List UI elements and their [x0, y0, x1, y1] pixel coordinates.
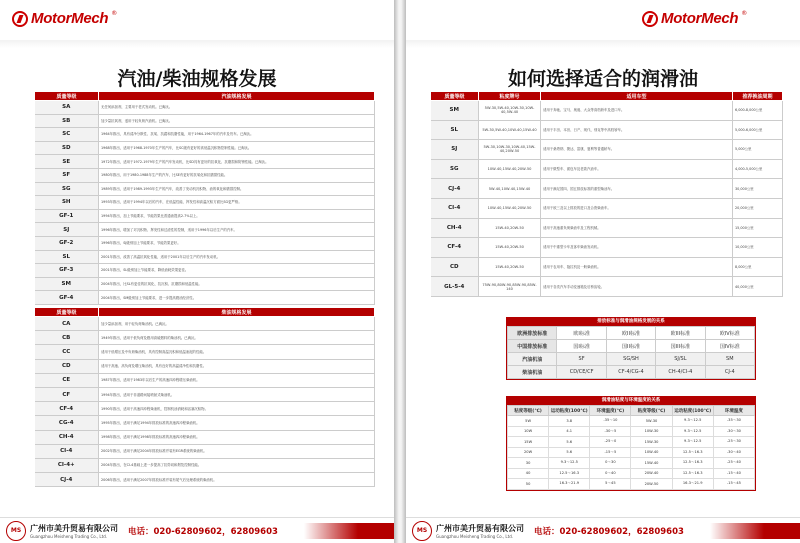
- vehicle-cell: 适用于各类汽车手动变速箱及后桥齿轮。: [541, 277, 733, 297]
- table-row: [35, 277, 375, 291]
- viscosity-cell: 10W-40,15W-40,20W-50: [479, 159, 541, 179]
- page-footer: [0, 517, 394, 543]
- description-cell: 2001年推出，改善了高温抗氧化性能，适用于2001年以后生产的汽车发动机。: [99, 250, 375, 264]
- temperature-cell: 12.5～16.3: [549, 468, 590, 479]
- header-band: [406, 40, 800, 48]
- description-cell: 2006年推出，适用于满足2007年排放标准并装有尾气后处理系统的柴油机。: [99, 473, 375, 487]
- period-cell: 30,000公里: [733, 179, 783, 199]
- grade-cell: GL-5-4: [431, 277, 479, 297]
- period-cell: 4,000-5,000公里: [733, 159, 783, 179]
- row-header-cell: 柴油机油: [508, 366, 557, 379]
- grade-cell: SF: [35, 168, 99, 182]
- temperature-cell: 10W-30: [631, 426, 672, 437]
- vehicle-cell: 适用于奔驰、宝马、奥迪、大众等高档轿车及进口车。: [541, 101, 733, 121]
- temperature-cell: -15～5: [590, 447, 631, 458]
- grade-cell: SJ: [35, 223, 99, 237]
- standard-cell: SF: [557, 353, 606, 366]
- table-row: [35, 359, 375, 373]
- emission-standard-table: [507, 326, 755, 379]
- temperature-cell: 12.5～16.3: [672, 447, 713, 458]
- description-cell: 2004年推出，SM级别加上节能要求，进一步提高燃油经济性。: [99, 291, 375, 305]
- vehicle-cell: 适用于欧三及以上排放的进口及合资柴油车。: [541, 198, 733, 218]
- temperature-cell: -15～40: [713, 468, 754, 479]
- description-cell: 1972年推出，适用于1972-1979年生产的汽车发动机，比SD具有更好的抗氧化、抗磨损和防锈性能。已淘汰。: [99, 155, 375, 169]
- temperature-cell: -25～40: [713, 458, 754, 469]
- viscosity-cell: 15W-40,20W-50: [479, 257, 541, 277]
- grade-cell: SL: [431, 120, 479, 140]
- vehicle-cell: 适用于桑塔纳、捷达、富康、夏利等普通轿车。: [541, 140, 733, 160]
- brand-wordmark: MotorMech: [661, 10, 739, 27]
- description-cell: 适用于低增压及中负荷柴油机，具有控制高温沉积和低温油泥的性能。: [99, 345, 375, 359]
- temperature-cell: 9.3～12.5: [672, 416, 713, 427]
- temperature-cell: 0～40: [590, 468, 631, 479]
- description-cell: 1968年推出，适用于1968-1970年生产的汽车，比SC级有更好的高低温沉积物控制性能。已淘汰。: [99, 141, 375, 155]
- footer-accent-bar: [304, 523, 394, 539]
- table-row: [508, 426, 755, 437]
- temperature-cell: 4.1: [549, 426, 590, 437]
- table-row: [35, 402, 375, 416]
- oil-selection-table: [430, 91, 783, 297]
- table-row: [35, 209, 375, 223]
- standard-cell: 国I标准: [557, 340, 606, 353]
- grade-cell: CJ-4: [431, 179, 479, 199]
- description-cell: 加少量添加剂，用于轻负荷柴油机。已淘汰。: [99, 317, 375, 331]
- description-cell: 1987年推出，适用于1983年以后生产的高速四冲程增压柴油机。: [99, 373, 375, 387]
- standard-cell: CD/CE/CF: [557, 366, 606, 379]
- column-header-grade: 质量等级: [431, 92, 479, 101]
- registered-mark: ®: [111, 10, 118, 17]
- phone-number: 电话：020-62809602，62809603: [128, 526, 278, 537]
- temperature-cell: 9.3～12.5: [672, 437, 713, 448]
- table-row: [35, 430, 375, 444]
- row-header-cell: 欧洲排放标准: [508, 327, 557, 340]
- grade-cell: CD: [35, 359, 99, 373]
- temperature-cell: 9.3～12.5: [672, 426, 713, 437]
- temperature-cell: 5W-30: [631, 416, 672, 427]
- temperature-cell: 0～30: [590, 458, 631, 469]
- table-row: [35, 223, 375, 237]
- standard-cell: CJ-4: [705, 366, 754, 379]
- viscosity-cell: 5W-30,10W-30,10W-40,15W-40,20W-50: [479, 140, 541, 160]
- standard-cell: SG/SH: [606, 353, 655, 366]
- grade-cell: SD: [35, 141, 99, 155]
- description-cell: 2002年推出，适用于满足2004年排放标准并装有EGR系统的柴油机。: [99, 444, 375, 458]
- table-row: [35, 114, 375, 128]
- right-page: [406, 0, 800, 543]
- grade-cell: SA: [35, 101, 99, 115]
- grade-cell: CG-4: [35, 416, 99, 430]
- company-name: [436, 523, 524, 539]
- period-cell: 15,000公里: [733, 218, 783, 238]
- brand-wordmark: MotorMech: [31, 10, 109, 27]
- description-cell: 1996年推出，SJ级别加上节能要求，节能效果更好。: [99, 236, 375, 250]
- table-row: [508, 479, 755, 490]
- registered-mark: ®: [741, 10, 748, 17]
- table-row: [508, 437, 755, 448]
- viscosity-cell: 5W-30,5W-40,10W-30,10W-40,5W-40: [479, 101, 541, 121]
- viscosity-cell: 5W-40,10W-40,15W-40: [479, 179, 541, 199]
- standard-cell: 欧IV标准: [705, 327, 754, 340]
- table-row: [35, 155, 375, 169]
- description-cell: 1998年推出，适用于满足1998年排放标准的高速四冲程柴油机。: [99, 430, 375, 444]
- grade-cell: CJ-4: [35, 473, 99, 487]
- grade-cell: SG: [35, 182, 99, 196]
- table-row: [431, 238, 783, 258]
- grade-cell: SH: [35, 196, 99, 210]
- description-cell: 1964年推出，具有清净分散性、抗氧、抗腐和抗磨性能，用于1964-1967年的汽车及货车。已淘汰。: [99, 128, 375, 142]
- viscosity-cell: 75W-90,80W-90,85W-90,85W-140: [479, 277, 541, 297]
- grade-cell: CI-4+: [35, 458, 99, 472]
- description-cell: 适用于高速、高负荷及增压柴油机，具有良好的高温清净性和抗磨性。: [99, 359, 375, 373]
- viscosity-cell: 15W-40,20W-50: [479, 238, 541, 258]
- description-cell: 1996年推出，增加了对沉积物、挥发性和过滤性的控制，适用于1996年以后生产的汽车。: [99, 223, 375, 237]
- temperature-cell: 5.6: [549, 447, 590, 458]
- column-header: 运动粘度(100℃): [549, 406, 590, 416]
- grade-cell: SJ: [431, 140, 479, 160]
- grade-cell: CA: [35, 317, 99, 331]
- table-row: [508, 366, 755, 379]
- table-row: [35, 458, 375, 472]
- temperature-cell: 15W-30: [631, 437, 672, 448]
- temperature-cell: 50: [508, 479, 549, 490]
- company-name-en: Guangzhou Meisheng Trading Co., Ltd.: [436, 533, 514, 539]
- standard-cell: SM: [705, 353, 754, 366]
- column-header: 运动粘度(100℃): [672, 406, 713, 416]
- temperature-cell: 12.5～16.3: [672, 458, 713, 469]
- description-cell: 1993年推出，适用于1994年以后的汽车，在低温性能、挥发性和高温沉积方面比SG更严格。: [99, 196, 375, 210]
- table-row: [35, 128, 375, 142]
- grade-cell: CF-4: [431, 238, 479, 258]
- page-title: 如何选择适合的润滑油: [507, 68, 698, 90]
- table-row: [35, 196, 375, 210]
- standard-cell: SJ/SL: [656, 353, 705, 366]
- column-header: 环境温度: [713, 406, 754, 416]
- column-header-grade: 质量等级: [35, 308, 99, 317]
- standard-cell: 国II标准: [606, 340, 655, 353]
- header-band: [0, 40, 394, 48]
- description-cell: 2004年推出，在CI-4基础上进一步提高了抗剪切和烟炱控制性能。: [99, 458, 375, 472]
- emission-standard-title: 排放标准与润滑油规格发展的关系: [507, 318, 755, 326]
- table-row: [35, 416, 375, 430]
- column-header-desc: 柴油规格发展: [99, 308, 375, 317]
- table-row: [35, 373, 375, 387]
- temperature-cell: -15～45: [713, 479, 754, 490]
- description-cell: 加少量抗氧剂，适用于轻负荷汽油机。已淘汰。: [99, 114, 375, 128]
- company-name-cn: 广州市美升贸易有限公司: [436, 523, 524, 533]
- temperature-cell: 5.6: [549, 437, 590, 448]
- diesel-spec-table: [34, 307, 375, 487]
- description-cell: 2004年推出，比SL有更佳的抗氧化、抗沉积、抗磨损和低温性能。: [99, 277, 375, 291]
- grade-cell: CI-4: [431, 198, 479, 218]
- temperature-cell: 9.3～12.5: [549, 458, 590, 469]
- table-row: [35, 345, 375, 359]
- description-cell: 1994年推出，适用于非道路间接喷射式柴油机。: [99, 387, 375, 401]
- temperature-cell: -25～30: [713, 437, 754, 448]
- emission-standard-box: [506, 317, 756, 380]
- grade-cell: SE: [35, 155, 99, 169]
- description-cell: 2001年推出，SL级别加上节能要求，降低油耗效果更佳。: [99, 264, 375, 278]
- company-name-cn: 广州市美升贸易有限公司: [30, 523, 118, 533]
- table-row: [431, 101, 783, 121]
- table-row: [35, 473, 375, 487]
- table-row: [431, 120, 783, 140]
- table-row: [508, 353, 755, 366]
- description-cell: 无任何添加剂，主要用于老式发动机。已淘汰。: [99, 101, 375, 115]
- phone-number: 电话：020-62809602，62809603: [534, 526, 684, 537]
- table-row: [431, 140, 783, 160]
- grade-cell: CF: [35, 387, 99, 401]
- temperature-cell: -35～30: [713, 416, 754, 427]
- company-name: [30, 523, 118, 539]
- table-row: [431, 257, 783, 277]
- company-logo-icon: MS: [6, 521, 26, 541]
- grade-cell: SM: [35, 277, 99, 291]
- grade-cell: SC: [35, 128, 99, 142]
- company-logo-icon: MS: [412, 521, 432, 541]
- grade-cell: CH-4: [35, 430, 99, 444]
- table-row: [35, 264, 375, 278]
- standard-cell: CH-4/CI-4: [656, 366, 705, 379]
- column-header: 粘度等级(℃): [631, 406, 672, 416]
- description-cell: 1989年推出，适用于1989-1993年生产的汽车，改善了发动机沉积物、油的氧化和磨损控制。: [99, 182, 375, 196]
- grade-cell: GF-4: [35, 291, 99, 305]
- viscosity-cell: 15W-40,20W-50: [479, 218, 541, 238]
- column-header-period: 推荐换油周期: [733, 92, 783, 101]
- column-header-grade: 质量等级: [35, 92, 99, 101]
- grade-cell: CB: [35, 331, 99, 345]
- description-cell: 1990年推出，适用于高速四冲程柴油机，控制机油消耗和活塞沉积物。: [99, 402, 375, 416]
- standard-cell: 欧III标准: [656, 327, 705, 340]
- description-cell: 1995年推出，适用于满足1994年排放标准的高速四冲程柴油机。: [99, 416, 375, 430]
- period-cell: 40,000公里: [733, 277, 783, 297]
- description-cell: 1994年推出，加上节能要求，节能效果比普通油提高2.7%以上。: [99, 209, 375, 223]
- temperature-cell: 12.5～16.3: [672, 468, 713, 479]
- table-row: [431, 277, 783, 297]
- grade-cell: CH-4: [431, 218, 479, 238]
- table-row: [35, 101, 375, 115]
- vehicle-cell: 适用于满足国四、国五排放标准的重型柴油车。: [541, 179, 733, 199]
- table-row: [431, 159, 783, 179]
- column-header: 环境温度(℃): [590, 406, 631, 416]
- table-row: [35, 168, 375, 182]
- grade-cell: CF-4: [35, 402, 99, 416]
- column-header: 粘度等级(℃): [508, 406, 549, 416]
- viscosity-temperature-table: [507, 405, 755, 490]
- temperature-cell: 5W: [508, 416, 549, 427]
- grade-cell: CD: [431, 257, 479, 277]
- grade-cell: SL: [35, 250, 99, 264]
- temperature-cell: -30～5: [590, 426, 631, 437]
- table-row: [431, 198, 783, 218]
- standard-cell: 欧II标准: [606, 327, 655, 340]
- table-row: [508, 468, 755, 479]
- grade-cell: CI-4: [35, 444, 99, 458]
- gasoline-spec-table: [34, 91, 375, 305]
- temperature-cell: 40: [508, 468, 549, 479]
- company-name-en: Guangzhou Meisheng Trading Co., Ltd.: [30, 533, 108, 539]
- grade-cell: SB: [35, 114, 99, 128]
- viscosity-temperature-box: [506, 396, 756, 491]
- temperature-cell: 30: [508, 458, 549, 469]
- row-header-cell: 中国排放标准: [508, 340, 557, 353]
- table-row: [35, 317, 375, 331]
- temperature-cell: 10W-40: [631, 447, 672, 458]
- left-page: [0, 0, 394, 543]
- brand-mark-icon: [642, 11, 658, 27]
- standard-cell: 国III标准: [656, 340, 705, 353]
- description-cell: 1949年推出，适用于低负荷及燃用高硫燃料的柴油机。已淘汰。: [99, 331, 375, 345]
- grade-cell: CC: [35, 345, 99, 359]
- temperature-cell: 20W: [508, 447, 549, 458]
- table-row: [508, 327, 755, 340]
- grade-cell: SG: [431, 159, 479, 179]
- table-row: [431, 179, 783, 199]
- standard-cell: CF-4/CG-4: [606, 366, 655, 379]
- table-row: [508, 458, 755, 469]
- standard-cell: 欧I标准: [557, 327, 606, 340]
- temperature-cell: 15W: [508, 437, 549, 448]
- vehicle-cell: 适用于中重型卡车及客车柴油发动机。: [541, 238, 733, 258]
- brand-logo: [12, 10, 117, 27]
- viscosity-temperature-title: 润滑油粘度与环境温度的关系: [507, 397, 755, 405]
- temperature-cell: -25～0: [590, 437, 631, 448]
- grade-cell: SM: [431, 101, 479, 121]
- table-row: [35, 250, 375, 264]
- brand-mark-icon: [12, 11, 28, 27]
- temperature-cell: 15W-40: [631, 458, 672, 469]
- vehicle-cell: 适用于微型车、面包车及老款汽油车。: [541, 159, 733, 179]
- period-cell: 20,000公里: [733, 198, 783, 218]
- table-row: [35, 444, 375, 458]
- period-cell: 10,000公里: [733, 238, 783, 258]
- temperature-cell: -35～10: [590, 416, 631, 427]
- period-cell: 5,000-6,000公里: [733, 120, 783, 140]
- viscosity-cell: 5W-30,5W-40,10W-40,15W-40: [479, 120, 541, 140]
- period-cell: 8,000公里: [733, 257, 783, 277]
- period-cell: 6,000-8,000公里: [733, 101, 783, 121]
- table-row: [35, 182, 375, 196]
- vehicle-cell: 适用于农用车、拖拉机及一般柴油机。: [541, 257, 733, 277]
- page-gutter: [394, 0, 406, 543]
- table-row: [35, 387, 375, 401]
- row-header-cell: 汽油机油: [508, 353, 557, 366]
- description-cell: 1980年推出，用于1980-1988年生产的汽车，比SE有更好的抗氧化和抗磨损性能。: [99, 168, 375, 182]
- vehicle-cell: 适用于高速重负荷柴油车及工程机械。: [541, 218, 733, 238]
- temperature-cell: 10W: [508, 426, 549, 437]
- grade-cell: GF-2: [35, 236, 99, 250]
- temperature-cell: -30～40: [713, 447, 754, 458]
- temperature-cell: 3.8: [549, 416, 590, 427]
- table-row: [508, 416, 755, 427]
- column-header-desc: 汽油规格发展: [99, 92, 375, 101]
- column-header-vehicle: 适用车型: [541, 92, 733, 101]
- standard-cell: 国IV标准: [705, 340, 754, 353]
- brand-logo: [642, 10, 747, 27]
- temperature-cell: 16.3～21.9: [549, 479, 590, 490]
- column-header-viscosity: 粘度牌号: [479, 92, 541, 101]
- page-footer: [406, 517, 800, 543]
- temperature-cell: 20W-40: [631, 468, 672, 479]
- table-row: [35, 291, 375, 305]
- table-row: [35, 236, 375, 250]
- table-row: [431, 218, 783, 238]
- temperature-cell: 16.3～21.9: [672, 479, 713, 490]
- viscosity-cell: 10W-40,15W-40,20W-50: [479, 198, 541, 218]
- temperature-cell: 5～45: [590, 479, 631, 490]
- footer-accent-bar: [710, 523, 800, 539]
- period-cell: 5,000公里: [733, 140, 783, 160]
- table-row: [508, 340, 755, 353]
- grade-cell: GF-1: [35, 209, 99, 223]
- table-row: [508, 447, 755, 458]
- page-title: 汽油/柴油规格发展: [117, 68, 277, 90]
- vehicle-cell: 适用于丰田、本田、日产、现代、别克等中高档轿车。: [541, 120, 733, 140]
- table-row: [35, 331, 375, 345]
- table-row: [35, 141, 375, 155]
- temperature-cell: -30～30: [713, 426, 754, 437]
- grade-cell: CE: [35, 373, 99, 387]
- temperature-cell: 20W-50: [631, 479, 672, 490]
- grade-cell: GF-3: [35, 264, 99, 278]
